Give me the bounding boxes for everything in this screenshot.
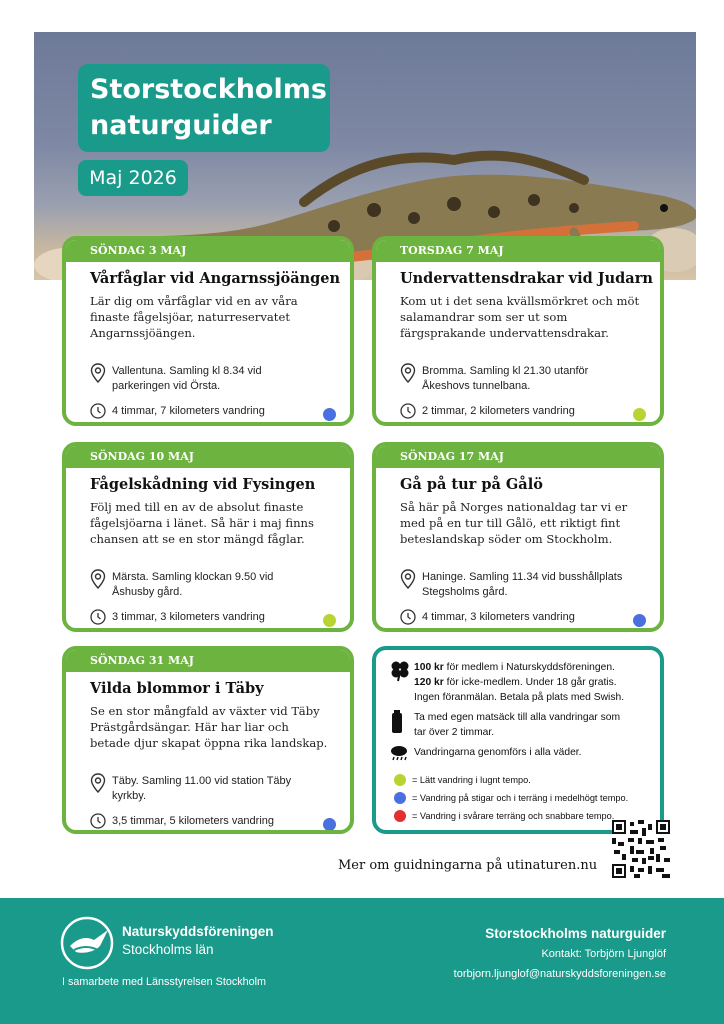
- legend-medium: = Vandring på stigar och i terräng i medelhögt tempo.: [390, 789, 650, 807]
- difficulty-dot: [323, 818, 336, 831]
- event-description: Se en stor mångfald av växter vid Täby Prästgårdsängar. Här har liar och betade djur skapat öppna rika landskap.: [90, 704, 328, 750]
- legend-dot: [394, 792, 406, 804]
- event-title: Undervattensdrakar vid Judarn: [400, 270, 653, 287]
- event-day: SÖNDAG 31 MAJ: [66, 650, 350, 672]
- org-name: Naturskyddsföreningen: [122, 924, 274, 939]
- difficulty-dot: [633, 614, 646, 627]
- event-description: Kom ut i det sena kvällsmörkret och möt salamandrar som ser ut som färgsprakande undervattensdrakar.: [400, 294, 640, 340]
- legend-dot: [394, 810, 406, 822]
- location-pin-icon: [400, 363, 422, 388]
- legend-easy: = Lätt vandring i lugnt tempo.: [390, 771, 650, 789]
- price-info: 100 kr för medlem i Naturskyddsföreningen. 120 kr för icke-medlem. Under 18 går gratis. Ingen föranmälan. Betala på plats med Swish.: [390, 660, 650, 705]
- event-card: [372, 442, 664, 632]
- event-title: Fågelskådning vid Fysingen: [90, 476, 316, 493]
- clock-icon: [90, 403, 112, 424]
- event-card: [62, 646, 354, 834]
- location-pin-icon: [90, 773, 112, 798]
- event-duration: 3,5 timmar, 5 kilometers vandring: [90, 814, 274, 834]
- info-box: [372, 646, 664, 834]
- event-day: SÖNDAG 10 MAJ: [66, 446, 350, 468]
- event-day: SÖNDAG 17 MAJ: [376, 446, 660, 468]
- legend-dot: [394, 774, 406, 786]
- location-pin-icon: [90, 569, 112, 594]
- footer: [0, 898, 724, 1024]
- collaboration-note: I samarbete med Länsstyrelsen Stockholm: [62, 976, 267, 988]
- qr-code[interactable]: [612, 820, 670, 878]
- event-description: Lär dig om vårfåglar vid en av våra finaste fågelsjöar, naturreservatet Angarnssjöängen.: [90, 294, 298, 340]
- event-description: Så här på Norges nationaldag tar vi er med på en tur till Gålö, ett riktigt fint beteslandskap söder om Stockholm.: [400, 500, 628, 546]
- legend-hard: = Vandring i svårare terräng och snabbare tempo.: [390, 807, 650, 825]
- naturskyddsforeningen-logo: [60, 916, 114, 970]
- difficulty-dot: [323, 408, 336, 421]
- weather-info: Vandringarna genomförs i alla väder.: [390, 745, 650, 766]
- title-line-2: naturguider: [90, 110, 272, 141]
- location-pin-icon: [90, 363, 112, 388]
- clover-icon: [390, 660, 414, 687]
- event-location: Täby. Samling 11.00 vid station Täby kyrkby.: [90, 774, 330, 804]
- difficulty-dot: [323, 614, 336, 627]
- event-location: Vallentuna. Samling kl 8.34 vid parkeringen vid Örsta.: [90, 364, 330, 394]
- event-title: Gå på tur på Gålö: [400, 476, 543, 493]
- event-location: Märsta. Samling klockan 9.50 vid Åshusby gård.: [90, 570, 330, 600]
- clock-icon: [90, 609, 112, 630]
- org-region: Stockholms län: [122, 942, 214, 957]
- food-info: Ta med egen matsäck till alla vandringar som tar över 2 timmar.: [390, 710, 650, 740]
- event-day: TORSDAG 7 MAJ: [376, 240, 660, 262]
- event-title: Vilda blommor i Täby: [90, 680, 264, 697]
- event-card: [62, 442, 354, 632]
- event-card: [372, 236, 664, 426]
- contact-name: Kontakt: Torbjörn Ljunglöf: [541, 948, 666, 960]
- rain-cloud-icon: [390, 745, 414, 766]
- event-location: Haninge. Samling 11.34 vid busshållplats Stegsholms gård.: [400, 570, 640, 600]
- event-duration: 3 timmar, 3 kilometers vandring: [90, 610, 265, 630]
- event-duration: 4 timmar, 3 kilometers vandring: [400, 610, 575, 630]
- location-pin-icon: [400, 569, 422, 594]
- more-info-link[interactable]: Mer om guidningarna på utinaturen.nu: [338, 858, 598, 873]
- event-duration: 4 timmar, 7 kilometers vandring: [90, 404, 265, 424]
- thermos-icon: [390, 710, 414, 739]
- clock-icon: [400, 609, 422, 630]
- page-title: [78, 64, 330, 152]
- clock-icon: [400, 403, 422, 424]
- difficulty-dot: [633, 408, 646, 421]
- clock-icon: [90, 813, 112, 834]
- event-title: Vårfåglar vid Angarnssjöängen: [90, 270, 341, 287]
- event-card: [62, 236, 354, 426]
- event-location: Bromma. Samling kl 21.30 utanför Åkeshovs tunnelbana.: [400, 364, 640, 394]
- event-duration: 2 timmar, 2 kilometers vandring: [400, 404, 575, 424]
- event-description: Följ med till en av de absolut finaste fågelsjöarna i länet. Så här i maj finns chansen att se en stor mängd fåglar.: [90, 500, 314, 546]
- footer-title: Storstockholms naturguider: [485, 926, 666, 941]
- event-day: SÖNDAG 3 MAJ: [66, 240, 350, 262]
- month-badge: Maj 2026: [78, 160, 188, 196]
- title-line-1: Storstockholms: [90, 74, 327, 105]
- contact-email[interactable]: torbjorn.ljunglof@naturskyddsforeningen.se: [453, 968, 666, 980]
